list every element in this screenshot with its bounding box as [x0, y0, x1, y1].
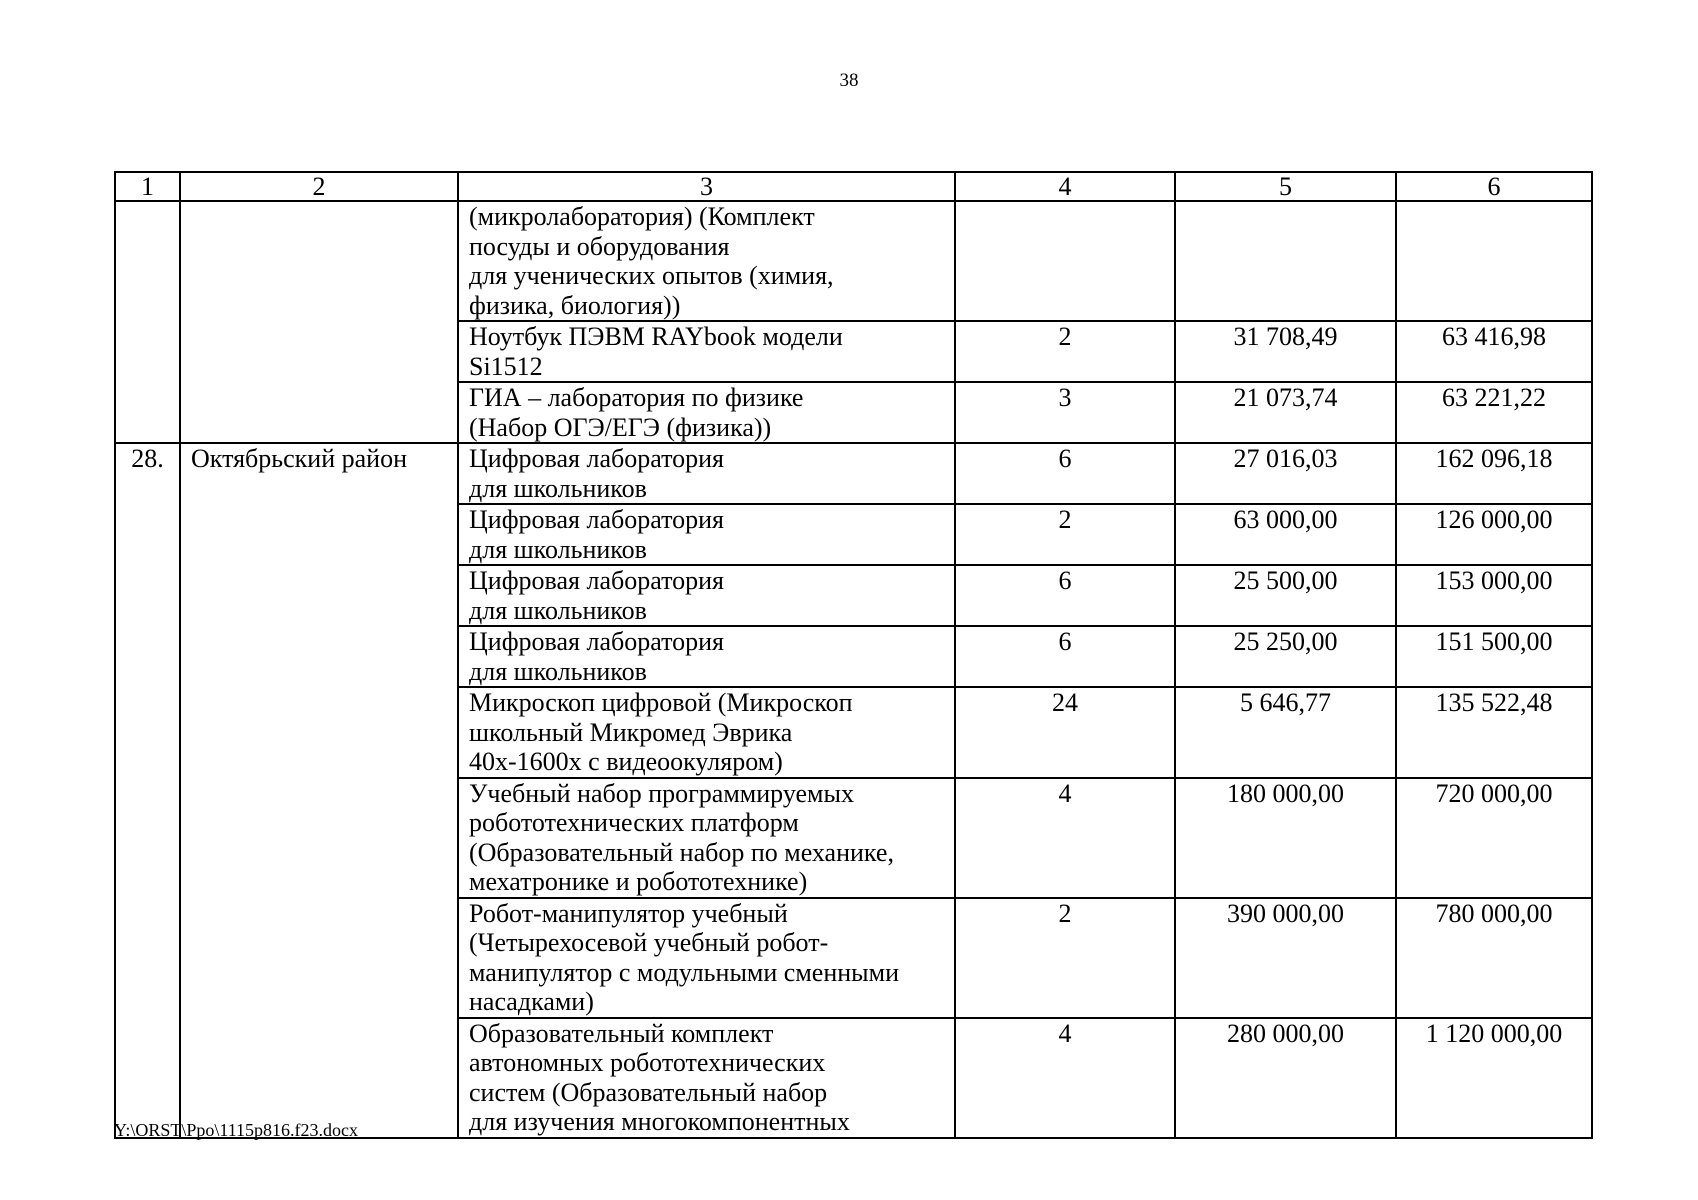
total-cost-cell — [1396, 201, 1592, 321]
quantity-cell: 2 — [955, 321, 1175, 382]
quantity-cell: 4 — [955, 1018, 1175, 1138]
row-number-cell: 28. — [115, 443, 180, 1138]
header-cell: 1 — [115, 172, 180, 201]
item-description-cell: Цифровая лаборатория для школьников — [458, 565, 955, 626]
header-cell: 4 — [955, 172, 1175, 201]
unit-price-cell: 5 646,77 — [1175, 687, 1396, 778]
table-row — [115, 443, 1592, 504]
total-cost-cell: 63 416,98 — [1396, 321, 1592, 382]
quantity-cell: 6 — [955, 443, 1175, 504]
unit-price-cell: 280 000,00 — [1175, 1018, 1396, 1138]
table-row — [115, 201, 1592, 321]
quantity-cell: 24 — [955, 687, 1175, 778]
unit-price-cell: 63 000,00 — [1175, 504, 1396, 565]
item-description-cell: Робот-манипулятор учебный (Четырехосевой учебный робот- манипулятор с модульными сменными насадками) — [458, 898, 955, 1018]
header-cell: 6 — [1396, 172, 1592, 201]
quantity-cell: 6 — [955, 565, 1175, 626]
quantity-cell: 3 — [955, 382, 1175, 443]
total-cost-cell: 135 522,48 — [1396, 687, 1592, 778]
total-cost-cell: 151 500,00 — [1396, 626, 1592, 687]
item-description-cell: Микроскоп цифровой (Микроскоп школьный Микромед Эврика 40х-1600х с видеоокуляром) — [458, 687, 955, 778]
file-path-footer: Y:\ORST\Ppo\1115p816.f23.docx — [114, 1120, 359, 1140]
equipment-table — [114, 171, 1593, 1139]
quantity-cell: 2 — [955, 504, 1175, 565]
unit-price-cell: 21 073,74 — [1175, 382, 1396, 443]
item-description-cell: (микролаборатория) (Комплект посуды и оборудования для ученических опытов (химия, физика, биология)) — [458, 201, 955, 321]
item-description-cell: Цифровая лаборатория для школьников — [458, 626, 955, 687]
header-row — [115, 172, 1592, 201]
total-cost-cell: 162 096,18 — [1396, 443, 1592, 504]
total-cost-cell: 780 000,00 — [1396, 898, 1592, 1018]
district-name-cell — [180, 201, 458, 443]
district-name-cell: Октябрьский район — [180, 443, 458, 1138]
item-description-cell: Цифровая лаборатория для школьников — [458, 443, 955, 504]
item-description-cell: Ноутбук ПЭВМ RAYbook модели Si1512 — [458, 321, 955, 382]
unit-price-cell: 180 000,00 — [1175, 778, 1396, 898]
unit-price-cell: 390 000,00 — [1175, 898, 1396, 1018]
unit-price-cell: 25 500,00 — [1175, 565, 1396, 626]
total-cost-cell: 153 000,00 — [1396, 565, 1592, 626]
unit-price-cell: 25 250,00 — [1175, 626, 1396, 687]
page-number: 38 — [839, 70, 859, 91]
unit-price-cell — [1175, 201, 1396, 321]
total-cost-cell: 63 221,22 — [1396, 382, 1592, 443]
unit-price-cell: 31 708,49 — [1175, 321, 1396, 382]
total-cost-cell: 1 120 000,00 — [1396, 1018, 1592, 1138]
quantity-cell: 4 — [955, 778, 1175, 898]
item-description-cell: ГИА – лаборатория по физике (Набор ОГЭ/ЕГЭ (физика)) — [458, 382, 955, 443]
row-number-cell — [115, 201, 180, 443]
item-description-cell: Учебный набор программируемых робототехнических платформ (Образовательный набор по механике, мехатронике и робототехнике) — [458, 778, 955, 898]
item-description-cell: Цифровая лаборатория для школьников — [458, 504, 955, 565]
header-cell: 2 — [180, 172, 458, 201]
quantity-cell: 6 — [955, 626, 1175, 687]
header-cell: 3 — [458, 172, 955, 201]
total-cost-cell: 720 000,00 — [1396, 778, 1592, 898]
quantity-cell: 2 — [955, 898, 1175, 1018]
item-description-cell: Образовательный комплект автономных робототехнических систем (Образовательный набор для изучения многокомпонентных — [458, 1018, 955, 1138]
header-cell: 5 — [1175, 172, 1396, 201]
unit-price-cell: 27 016,03 — [1175, 443, 1396, 504]
quantity-cell — [955, 201, 1175, 321]
total-cost-cell: 126 000,00 — [1396, 504, 1592, 565]
